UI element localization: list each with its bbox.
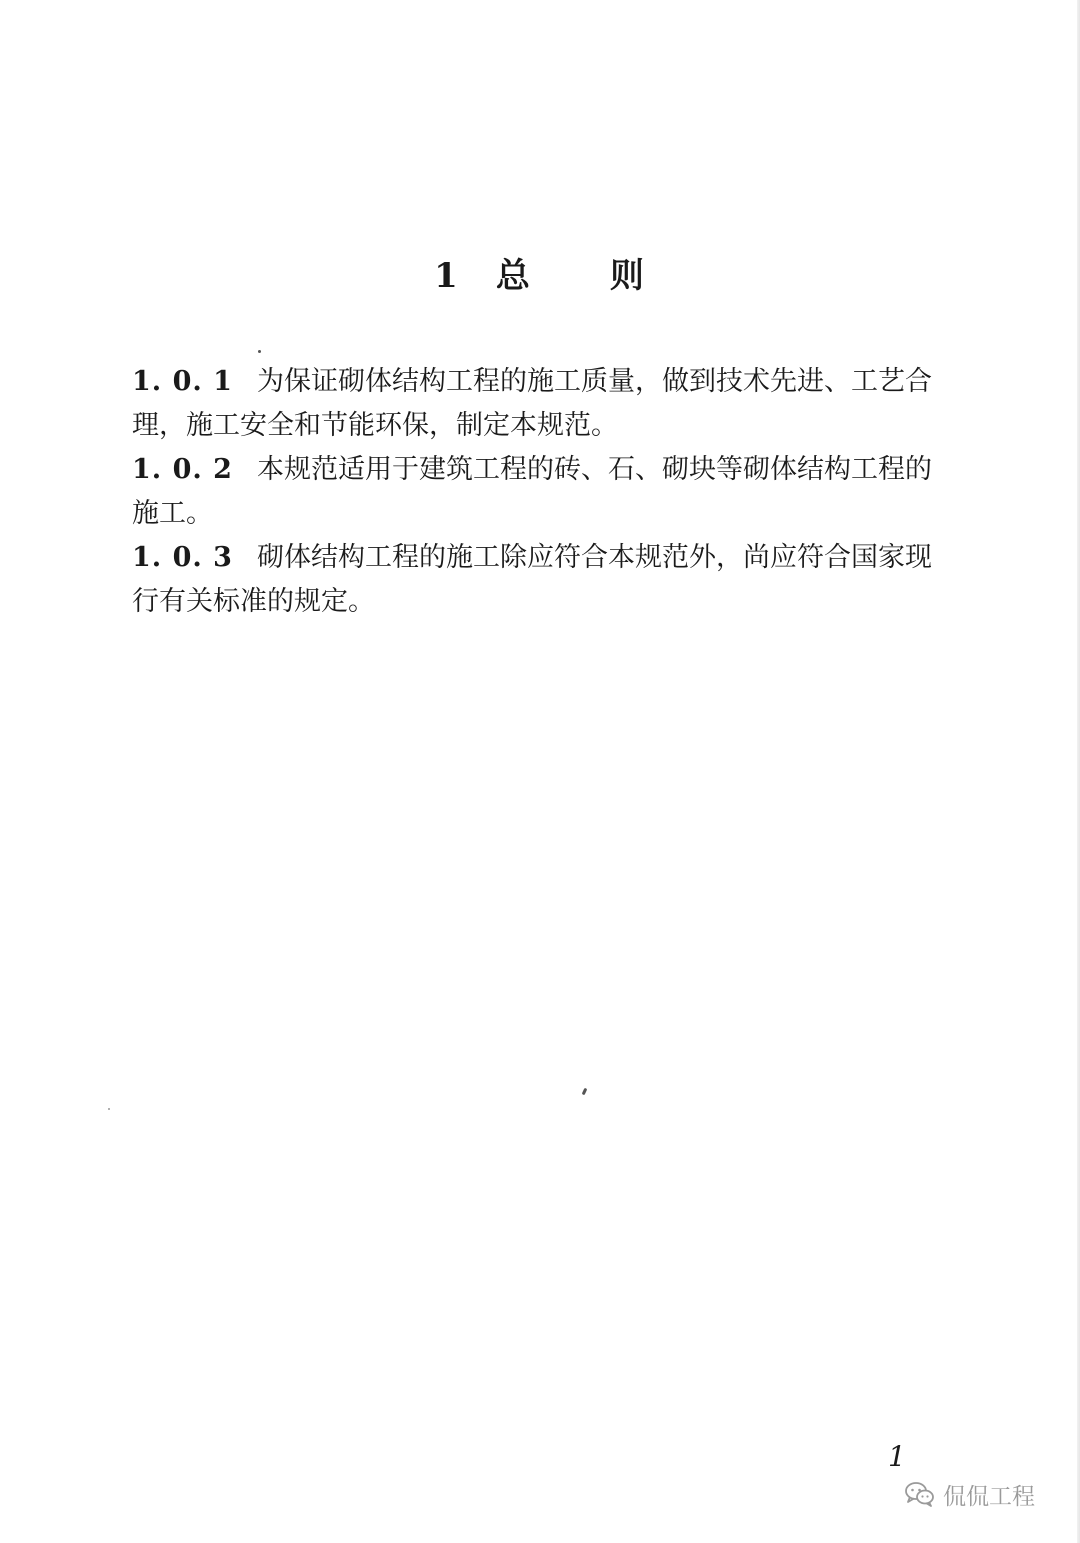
watermark [905, 1478, 1035, 1510]
clause-number: 1. 0. 2 [132, 454, 233, 485]
page-number: 1 [888, 1440, 906, 1473]
scan-speck [258, 350, 261, 353]
clause-1-0-1 [132, 360, 932, 448]
watermark-text: 侃侃工程 [943, 1483, 1035, 1510]
clause-list [132, 360, 932, 624]
clause-number: 1. 0. 1 [132, 366, 233, 397]
wechat-icon [905, 1481, 935, 1507]
chapter-title [0, 248, 1080, 297]
clause-text: 本规范适用于建筑工程的砖、石、砌块等砌体结构工程的施工。 [132, 454, 932, 529]
clause-number: 1. 0. 3 [132, 542, 233, 573]
scan-speck [108, 1108, 110, 1110]
chapter-number: 1 [434, 256, 460, 296]
chapter-title-char-2: 则 [609, 256, 646, 296]
clause-1-0-3 [132, 536, 932, 624]
clause-text: 砌体结构工程的施工除应符合本规范外，尚应符合国家现行有关标准的规定。 [132, 542, 932, 617]
clause-1-0-2 [132, 448, 932, 536]
scan-speck [582, 1088, 588, 1096]
chapter-title-char-1: 总 [495, 256, 532, 296]
clause-text: 为保证砌体结构工程的施工质量，做到技术先进、工艺合理，施工安全和节能环保，制定本规范。 [132, 366, 932, 441]
